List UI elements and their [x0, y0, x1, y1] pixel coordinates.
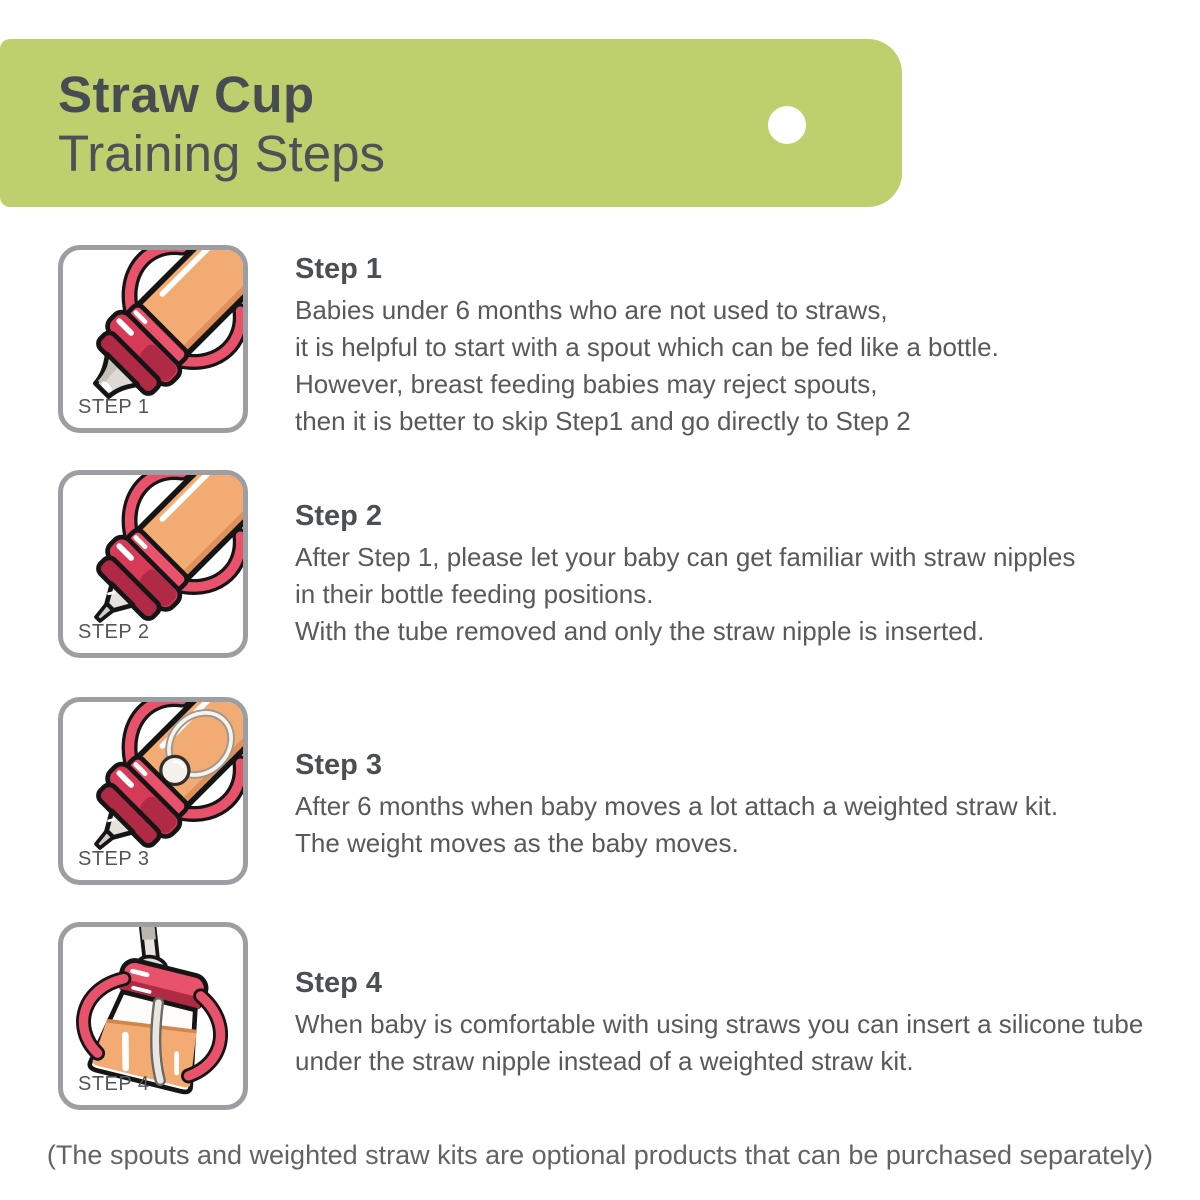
step-badge: STEP 2 [78, 621, 150, 643]
step-3-text [295, 749, 1058, 862]
page-subtitle: Training Steps [58, 125, 385, 182]
step-heading: Step 2 [295, 500, 383, 532]
step-4-illustration-card [58, 922, 248, 1110]
step-description-line: After 6 months when baby moves a lot attach a weighted straw kit. [295, 791, 1059, 821]
step-description-line: When baby is comfortable with using straws you can insert a silicone tube [295, 1009, 1144, 1039]
step-description-line: With the tube removed and only the straw nipple is inserted. [295, 616, 985, 646]
step-1-illustration-card [58, 245, 248, 433]
step-description-line: After Step 1, please let your baby can get familiar with straw nipples [295, 542, 1076, 572]
step-3-illustration-card [58, 697, 248, 885]
step-row-1 [0, 245, 1200, 435]
step-heading: Step 3 [295, 749, 383, 781]
step-description-line: in their bottle feeding positions. [295, 579, 654, 609]
step-badge: STEP 1 [78, 396, 150, 418]
step-badge: STEP 3 [78, 848, 150, 870]
step-row-3 [0, 697, 1200, 887]
header-titles [58, 66, 385, 184]
step-heading: Step 4 [295, 967, 383, 999]
step-description-line: it is helpful to start with a spout which can be fed like a bottle. [295, 332, 999, 362]
step-1-text [295, 253, 999, 440]
step-row-2 [0, 470, 1200, 660]
step-badge: STEP 4 [78, 1073, 150, 1095]
step-4-text [295, 967, 1143, 1080]
header-dot [768, 106, 806, 144]
step-description-line: Babies under 6 months who are not used to straws, [295, 295, 888, 325]
step-2-text [295, 500, 1075, 650]
page-title: Straw Cup [58, 66, 315, 123]
step-2-illustration-card [58, 470, 248, 658]
step-heading: Step 1 [295, 253, 383, 285]
step-description-line: under the straw nipple instead of a weighted straw kit. [295, 1046, 914, 1076]
header-banner [0, 39, 902, 207]
step-description-line: The weight moves as the baby moves. [295, 828, 739, 858]
step-description-line: then it is better to skip Step1 and go directly to Step 2 [295, 406, 911, 436]
step-description-line: However, breast feeding babies may reject spouts, [295, 369, 878, 399]
footnote: (The spouts and weighted straw kits are optional products that can be purchased separately) [46, 1140, 1154, 1170]
step-row-4 [0, 922, 1200, 1112]
